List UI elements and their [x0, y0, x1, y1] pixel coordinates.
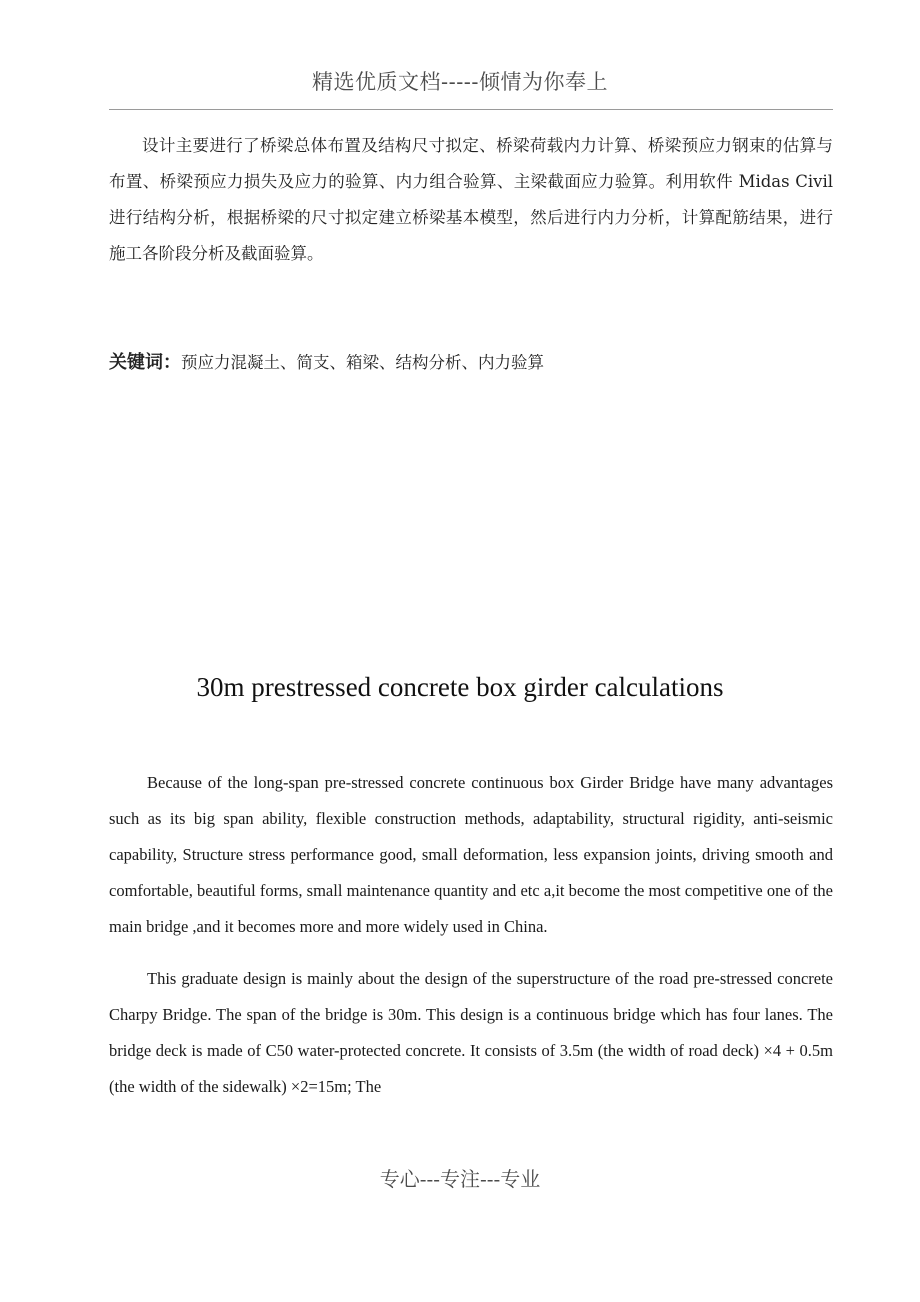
english-title: 30m prestressed concrete box girder calculations	[196, 672, 724, 702]
header-divider	[109, 109, 833, 110]
english-paragraph: Because of the long-span pre-stressed concrete continuous box Girder Bridge have many advantages such as its big span ability, flexible construction methods, adaptability, structural rigidity, anti-seismic capability, Structure stress performance good, small deformation, less expansion joints, driving smooth and comfortable, beautiful forms, small maintenance quantity and etc a,it become the most competitive one of the main bridge ,and it becomes more and more widely used in China.	[109, 773, 833, 936]
page-footer: 专心---专注---专业	[379, 1167, 541, 1191]
english-abstract	[109, 765, 833, 1121]
keywords-label: 关键词：	[109, 352, 181, 373]
page-header: 精选优质文档-----倾情为你奉上	[312, 70, 608, 94]
english-paragraph: This graduate design is mainly about the design of the superstructure of the road pre-stressed concrete Charpy Bridge. The span of the bridge is 30m. This design is a continuous bridge which has four lanes. The bridge deck is made of C50 water-protected concrete. It consists of 3.5m (the width of road deck) ×4 + 0.5m (the width of the sidewalk) ×2=15m; The	[109, 969, 833, 1096]
keywords-line	[109, 345, 833, 381]
keywords-value: 预应力混凝土、简支、箱梁、结构分析、内力验算	[181, 353, 544, 372]
chinese-abstract-paragraph: 设计主要进行了桥梁总体布置及结构尺寸拟定、桥梁荷载内力计算、桥梁预应力钢束的估算与布置、桥梁预应力损失及应力的验算、内力组合验算、主梁截面应力验算。利用软件 Midas Civil 进行结构分析，根据桥梁的尺寸拟定建立桥梁基本模型，然后进行内力分析，计算配筋结果，进行施工各阶段分析及截面验算。	[109, 136, 833, 263]
chinese-abstract	[109, 128, 833, 272]
